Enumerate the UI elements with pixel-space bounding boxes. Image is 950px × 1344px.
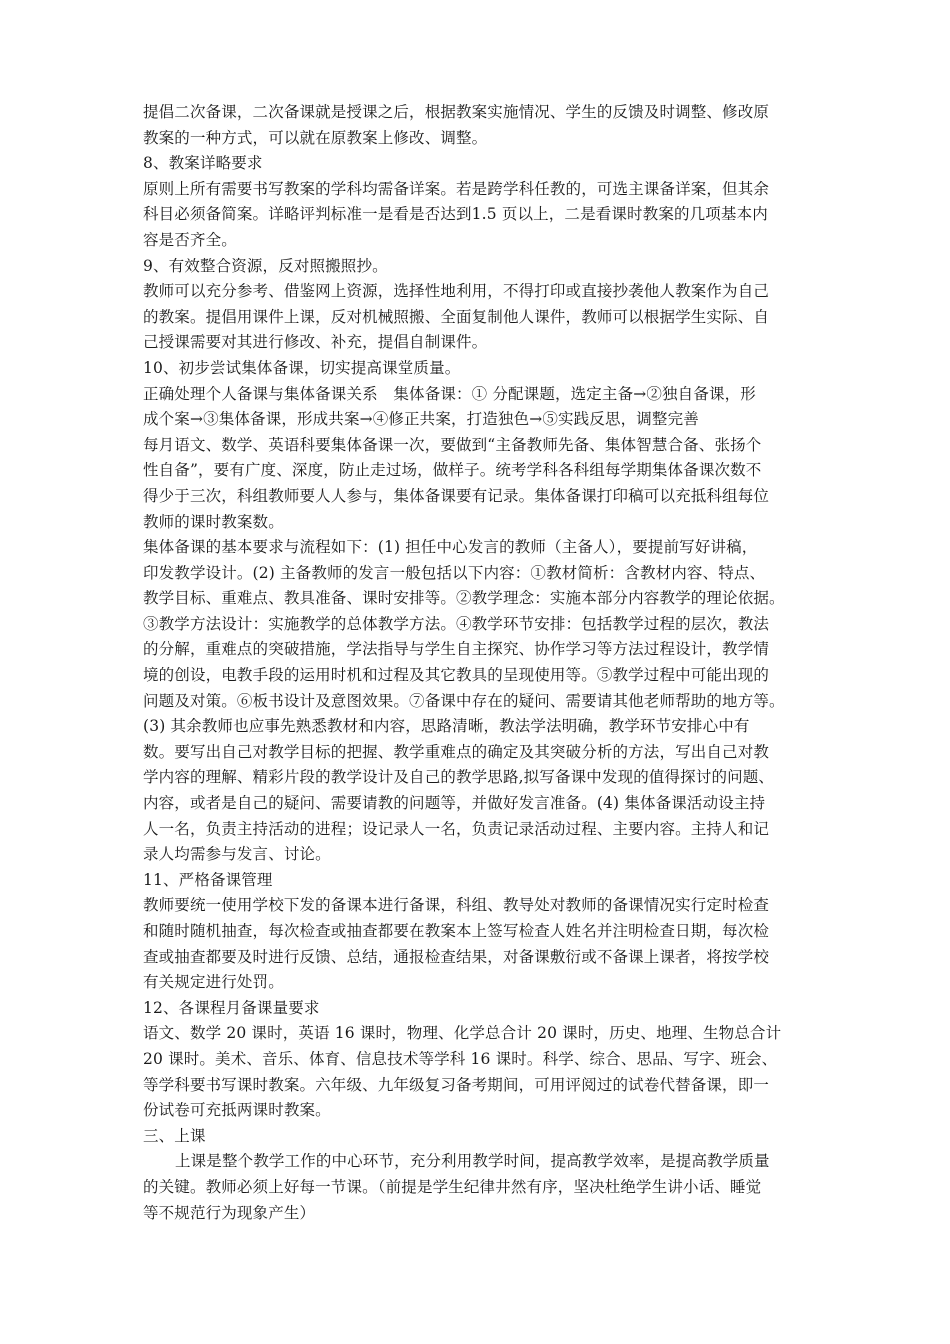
text-line: 己授课需要对其进行修改、补充，提倡自制课件。 bbox=[143, 333, 488, 352]
text-line: 录人均需参与发言、讨论。 bbox=[143, 845, 331, 864]
chapter-heading: 三、上课 bbox=[143, 1126, 206, 1145]
text-line: 问题及对策。⑥板书设计及意图效果。⑦备课中存在的疑问、需要请其他老师帮助的地方等。 bbox=[143, 691, 785, 710]
section-heading: 12、各课程月备课量要求 bbox=[143, 998, 320, 1017]
text-line: 的分解，重难点的突破措施，学法指导与学生自主探究、协作学习等方法过程设计，教学情 bbox=[143, 640, 770, 659]
text-line: 数。要写出自己对教学目标的把握、教学重难点的确定及其突破分析的方法，写出自己对教 bbox=[143, 742, 770, 761]
text-line: 原则上所有需要书写教案的学科均需备详案。若是跨学科任教的，可选主课备详案，但其余 bbox=[143, 179, 770, 198]
section-heading: 8、教案详略要求 bbox=[143, 154, 263, 173]
text-line: 教案的一种方式，可以就在原教案上修改、调整。 bbox=[143, 128, 488, 147]
section-heading: 11、严格备课管理 bbox=[143, 870, 273, 889]
text-line: 的关键。教师必须上好每一节课。（前提是学生纪律井然有序，坚决杜绝学生讲小话、睡觉 bbox=[143, 1177, 762, 1196]
text-line: 查或抽查都要及时进行反馈、总结，通报检查结果，对备课敷衍或不备课上课者，将按学校 bbox=[143, 947, 770, 966]
text-line: 语文、数学 20 课时，英语 16 课时，物理、化学总合计 20 课时，历史、地理、生物总合计 bbox=[143, 1024, 782, 1043]
text-line: 境的创设，电教手段的运用时机和过程及其它教具的呈现使用等。⑤教学过程中可能出现的 bbox=[143, 666, 770, 685]
text-line: 教师的课时教案数。 bbox=[143, 512, 284, 531]
text-line: 每月语文、数学、英语科要集体备课一次，要做到“主备教师先备、集体智慧合备、张扬个 bbox=[143, 435, 762, 454]
text-line: 20 课时。美术、音乐、体育、信息技术等学科 16 课时。科学、综合、思品、写字、班会、 bbox=[143, 1049, 778, 1068]
text-line: 和随时随机抽查，每次检查或抽查都要在教案本上签写检查人姓名并注明检查日期，每次检 bbox=[143, 922, 770, 940]
text-line: 性自备”，要有广度、深度，防止走过场，做样子。统考学科各科组每学期集体备课次数不 bbox=[143, 461, 762, 480]
text-line: 印发教学设计。(2) 主备教师的发言一般包括以下内容：①教材简析：含教材内容、特点、 bbox=[143, 563, 766, 582]
text-line: 份试卷可充抵两课时教案。 bbox=[143, 1101, 331, 1120]
section-heading: 9、有效整合资源，反对照搬照抄。 bbox=[143, 256, 388, 275]
text-line: 等不规范行为现象产生） bbox=[143, 1203, 316, 1222]
text-line: 学内容的理解、精彩片段的教学设计及自己的教学思路,拟写备课中发现的值得探讨的问题、 bbox=[143, 768, 775, 787]
text-line: 得少于三次，科组教师要人人参与，集体备课要有记录。集体备课打印稿可以充抵科组每位 bbox=[143, 486, 770, 505]
text-line: 内容，或者是自己的疑问、需要请教的问题等，并做好发言准备。(4) 集体备课活动设主持 bbox=[143, 794, 766, 813]
body-text bbox=[143, 100, 823, 1226]
text-line: 上课是整个教学工作的中心环节，充分利用教学时间，提高教学效率，是提高教学质量 bbox=[175, 1152, 770, 1171]
text-line: 等学科要书写课时教案。六年级、九年级复习备考期间，可用评阅过的试卷代替备课，即一 bbox=[143, 1075, 770, 1094]
text-line: 容是否齐全。 bbox=[143, 230, 237, 249]
text-line: 成个案→③集体备课，形成共案→④修正共案，打造独色→⑤实践反思，调整完善 bbox=[143, 410, 699, 429]
text-line: ③教学方法设计：实施教学的总体教学方法。④教学环节安排：包括教学过程的层次，教法 bbox=[143, 614, 770, 633]
text-line: 集体备课的基本要求与流程如下：(1) 担任中心发言的教师（主备人），要提前写好讲稿， bbox=[143, 538, 758, 557]
text-line: 科目必须备简案。详略评判标准一是看是否达到1.5 页以上，二是看课时教案的几项基本内 bbox=[143, 205, 768, 224]
text-line: 教学目标、重难点、教具准备、课时安排等。②教学理念：实施本部分内容教学的理论依据。 bbox=[143, 589, 785, 608]
text-line: 人一名，负责主持活动的进程；设记录人一名，负责记录活动过程、主要内容。主持人和记 bbox=[143, 819, 770, 838]
text-line: 的教案。提倡用课件上课，反对机械照搬、全面复制他人课件，教师可以根据学生实际、自 bbox=[143, 307, 770, 326]
text-line: (3) 其余教师也应事先熟悉教材和内容，思路清晰，教法学法明确，教学环节安排心中有 bbox=[143, 717, 750, 736]
text-line: 教师要统一使用学校下发的备课本进行备课，科组、教导处对教师的备课情况实行定时检查 bbox=[143, 896, 770, 915]
text-line: 正确处理个人备课与集体备课关系 集体备课：① 分配课题，选定主备→②独自备课，形 bbox=[143, 384, 756, 403]
text-line: 教师可以充分参考、借鉴网上资源，选择性地利用，不得打印或直接抄袭他人教案作为自己 bbox=[143, 282, 770, 301]
text-line: 有关规定进行处罚。 bbox=[143, 973, 284, 992]
text-line: 提倡二次备课，二次备课就是授课之后，根据教案实施情况、学生的反馈及时调整、修改原 bbox=[143, 103, 770, 121]
section-heading: 10、初步尝试集体备课，切实提高课堂质量。 bbox=[143, 358, 461, 377]
